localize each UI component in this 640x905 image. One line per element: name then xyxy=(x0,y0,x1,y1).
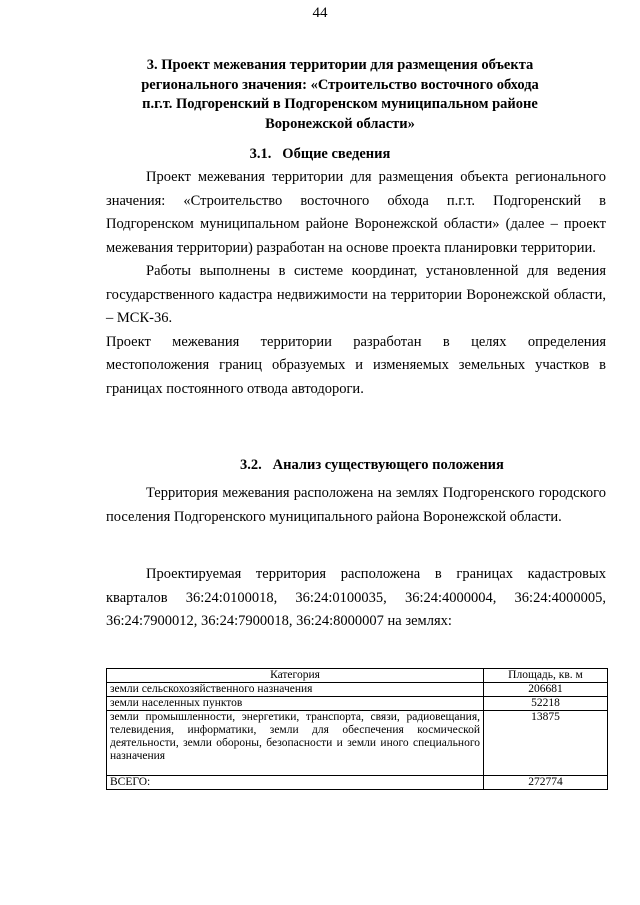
title-line: регионального значения: «Строительство восточного обхода xyxy=(141,76,539,93)
table-total-row xyxy=(107,776,608,790)
paragraph: Территория межевания расположена на землях Подгоренского городского поселения Подгоренского муниципального района Воронежской области. xyxy=(106,485,606,525)
paragraph: Проект межевания территории для размещения объекта регионального значения: «Строительство восточного обхода п.г.т. Подгоренский в Подгоренском муниципальном районе Воронежской области» (далее – проект межевания территории) разработан на основе проекта планировки территории. xyxy=(106,169,606,256)
table-header-row xyxy=(107,669,608,683)
table-cell-category: земли сельскохозяйственного назначения xyxy=(107,683,484,697)
table-cell-area: 13875 xyxy=(484,711,608,776)
section-general-body xyxy=(106,166,606,401)
section-analysis-body xyxy=(106,482,606,529)
table-header-area: Площадь, кв. м xyxy=(484,669,608,683)
table-row xyxy=(107,683,608,697)
section-analysis-body-2 xyxy=(106,563,606,634)
paragraph: Работы выполнены в системе координат, установленной для ведения государственного кадастра недвижимости на территории Воронежской области, – МСК-36. xyxy=(106,263,606,326)
title-line: 3. Проект межевания территории для размещения объекта xyxy=(146,57,534,73)
table-total-value: 272774 xyxy=(484,776,608,790)
section-heading-analysis: 3.2. Анализ существующего положения xyxy=(240,457,504,473)
table-cell-area: 52218 xyxy=(484,697,608,711)
document-title xyxy=(120,56,560,134)
title-line: Воронежской области» xyxy=(265,115,415,132)
table-header-category: Категория xyxy=(107,669,484,683)
paragraph: Проект межевания территории разработан в целях определения местоположения границ образуемых и изменяемых земельных участков в границах постоянного отвода автодороги. xyxy=(106,333,606,397)
land-category-table xyxy=(106,668,608,790)
table-cell-area: 206681 xyxy=(484,683,608,697)
table-row xyxy=(107,697,608,711)
table-cell-category: земли промышленности, энергетики, транспорта, связи, радиовещания, телевидения, информатики, земли для обеспечения космической деятельности, земли обороны, безопасности и земли иного специального назначения xyxy=(107,711,484,776)
page-number: 44 xyxy=(312,5,328,21)
table-total-label: ВСЕГО: xyxy=(107,776,484,790)
paragraph: Проектируемая территория расположена в границах кадастровых кварталов 36:24:0100018, 36:24:0100035, 36:24:4000004, 36:24:4000005, 36:24:7900012, 36:24:7900018, 36:24:8000007 на землях: xyxy=(106,566,606,629)
section-heading-general: 3.1. Общие сведения xyxy=(249,146,391,162)
title-line: п.г.т. Подгоренский в Подгоренском муниципальном районе xyxy=(142,96,538,112)
table-row xyxy=(107,711,608,776)
table-cell-category: земли населенных пунктов xyxy=(107,697,484,711)
